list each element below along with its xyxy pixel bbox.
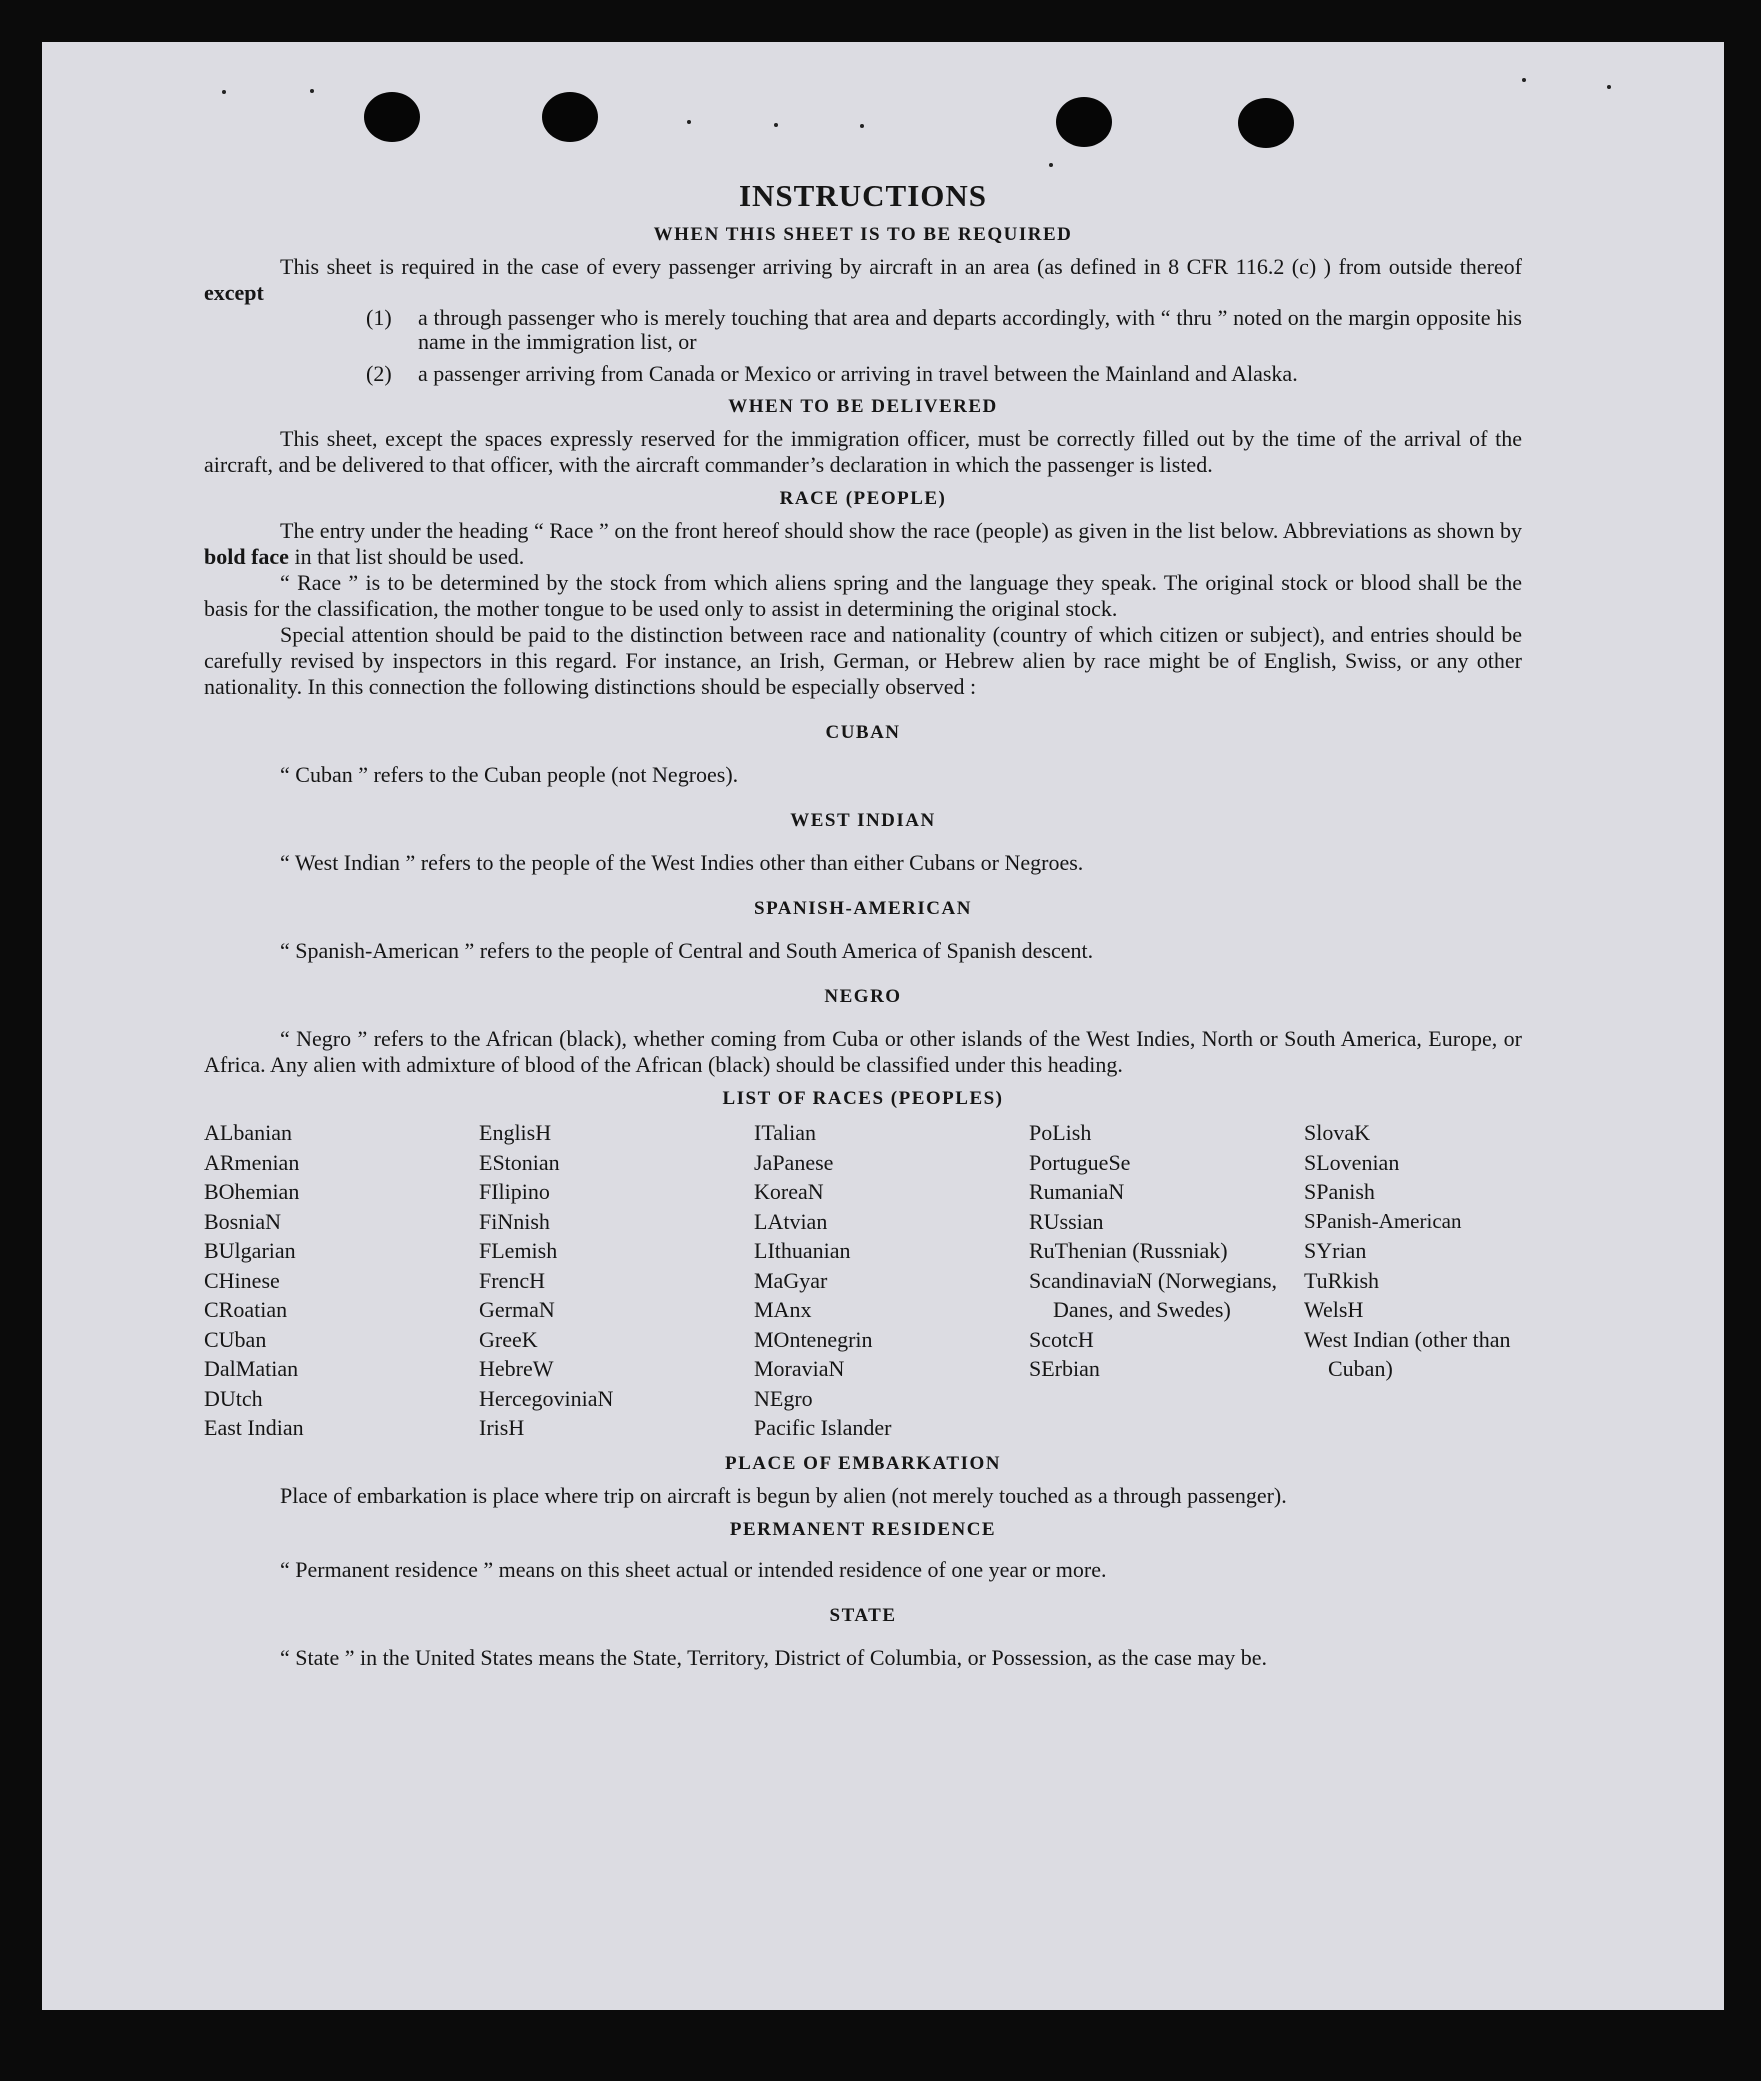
race-entry: KoreaN	[754, 1179, 824, 1204]
race-column	[1304, 1118, 1522, 1443]
race-entry: West Indian (other than Cuban)	[1304, 1326, 1511, 1381]
race-entry: ScotcH	[1029, 1326, 1094, 1352]
race-entry: BOhemian	[204, 1179, 300, 1204]
race-entry: DUtch	[204, 1385, 263, 1411]
race-entry: BosniaN	[204, 1208, 281, 1234]
race-entry: SlovaK	[1304, 1120, 1370, 1145]
section-heading-required: WHEN THIS SHEET IS TO BE REQUIRED	[653, 224, 1073, 245]
race-entry: GreeK	[479, 1326, 538, 1352]
race-entry: SErbian	[1029, 1356, 1100, 1381]
race-entry: WelsH	[1304, 1297, 1364, 1322]
race-entry: EnglisH	[479, 1120, 552, 1145]
race-entry: HebreW	[479, 1356, 554, 1381]
race-column	[479, 1118, 754, 1443]
race-entry: IrisH	[479, 1415, 525, 1440]
race-entry: East Indian	[204, 1415, 304, 1440]
race-entry: EStonian	[479, 1149, 560, 1175]
race-entry: RuThenian (Russniak)	[1029, 1238, 1228, 1263]
speck	[1607, 85, 1611, 89]
race-column	[754, 1118, 1029, 1443]
race-entry: JaPanese	[754, 1149, 834, 1175]
section-heading-state: STATE	[829, 1604, 897, 1626]
exception-item: (1) a through passenger who is merely touching that area and departs accordingly, with “ thru ” noted on the margin opposite his name in the immigration list, or	[366, 305, 1522, 354]
race-entry: PoLish	[1029, 1120, 1092, 1145]
race-entry: ScandinaviaN (Norwegians, Danes, and Swedes)	[1029, 1267, 1278, 1322]
race-list	[204, 1118, 1522, 1443]
negro-text: “ Negro ” refers to the African (black), whether coming from Cuba or other islands of the West Indies, North or South America, Europe, or Africa. Any alien with admixture of blood of the African (black) should be classified under this heading.	[204, 1026, 1522, 1077]
speck	[1049, 163, 1053, 167]
race-entry: Pacific Islander	[754, 1415, 892, 1440]
section-heading-embarkation: PLACE OF EMBARKATION	[725, 1452, 1001, 1474]
page-title: INSTRUCTIONS	[738, 178, 987, 213]
race-entry: SPanish	[1304, 1179, 1375, 1204]
race-paragraph-3: Special attention should be paid to the distinction between race and nationality (country of which citizen or subject), and entries should be carefully revised by inspectors in this regard. For instance, an Irish, German, or Hebrew alien by race might be of English, Swiss, or any other nationality. In this connection the following distinctions should be especially observed :	[204, 622, 1522, 699]
race-entry: LIthuanian	[754, 1238, 851, 1263]
race-entry: FrencH	[479, 1267, 545, 1293]
cuban-text: “ Cuban ” refers to the Cuban people (not Negroes).	[280, 762, 739, 787]
state-text: “ State ” in the United States means the State, Territory, District of Columbia, or Possession, as the case may be.	[280, 1644, 1268, 1670]
speck	[222, 90, 226, 94]
race-entry: PortugueSe	[1029, 1149, 1131, 1175]
race-entry: MaGyar	[754, 1267, 828, 1293]
section-heading-cuban: CUBAN	[825, 722, 901, 743]
race-entry: SPanish-American	[1304, 1208, 1462, 1233]
punch-hole	[1056, 97, 1112, 147]
race-entry: ITalian	[754, 1120, 816, 1145]
spanish-american-text: “ Spanish-American ” refers to the people of Central and South America of Spanish descent.	[280, 938, 1094, 963]
section-heading-race: RACE (PEOPLE)	[779, 488, 947, 509]
race-entry: FiNnish	[479, 1208, 550, 1234]
race-entry: LAtvian	[754, 1208, 828, 1234]
race-entry: TuRkish	[1304, 1267, 1380, 1293]
section-heading-delivered: WHEN TO BE DELIVERED	[728, 396, 998, 417]
punch-hole	[1238, 98, 1294, 148]
section-heading-residence: PERMANENT RESIDENCE	[729, 1518, 997, 1540]
section-heading-west-indian: WEST INDIAN	[790, 810, 936, 831]
delivered-text: This sheet, except the spaces expressly reserved for the immigration officer, must be correctly filled out by the time of the arrival of the aircraft, and be delivered to that officer, with the aircraft commander’s declaration in which the passenger is listed.	[204, 426, 1522, 477]
race-entry: MAnx	[754, 1297, 812, 1322]
race-column	[1029, 1118, 1304, 1443]
race-paragraph-2: “ Race ” is to be determined by the stock from which aliens spring and the language they speak. The original stock or blood shall be the basis for the classification, the mother tongue to be used only to assist in determining the original stock.	[204, 570, 1522, 621]
race-entry: GermaN	[479, 1297, 555, 1322]
race-entry: SYrian	[1304, 1238, 1367, 1263]
exception-item: (2) a passenger arriving from Canada or Mexico or arriving in travel between the Mainland and Alaska.	[366, 361, 1298, 386]
race-entry: CHinese	[204, 1267, 280, 1293]
speck	[687, 120, 691, 124]
punch-hole	[364, 92, 420, 142]
race-entry: FLemish	[479, 1238, 558, 1263]
section-heading-negro: NEGRO	[824, 986, 902, 1007]
race-paragraph-1: The entry under the heading “ Race ” on the front hereof should show the race (people) as given in the list below. Abbreviations as shown by bold face in that list should be used.	[204, 518, 1522, 569]
instructions-content	[204, 178, 1522, 1671]
race-entry: CRoatian	[204, 1297, 288, 1322]
race-entry: MOntenegrin	[754, 1326, 873, 1352]
race-entry: HercegoviniaN	[479, 1385, 614, 1411]
required-intro: This sheet is required in the case of every passenger arriving by aircraft in an area (as defined in 8 CFR 116.2 (c) ) from outside thereof except	[204, 254, 1522, 305]
punch-hole	[542, 92, 598, 142]
section-heading-list: LIST OF RACES (PEOPLES)	[722, 1088, 1004, 1109]
race-entry: RUssian	[1029, 1208, 1104, 1234]
speck	[310, 89, 314, 93]
west-indian-text: “ West Indian ” refers to the people of the West Indies other than either Cubans or Negroes.	[280, 850, 1084, 875]
race-entry: RumaniaN	[1029, 1179, 1125, 1204]
race-entry: SLovenian	[1304, 1149, 1400, 1175]
residence-text: “ Permanent residence ” means on this sheet actual or intended residence of one year or more.	[280, 1556, 1107, 1582]
race-column	[204, 1118, 479, 1443]
race-entry: CUban	[204, 1326, 267, 1352]
speck	[860, 124, 864, 128]
embarkation-text: Place of embarkation is place where trip on aircraft is begun by alien (not merely touched as a through passenger).	[280, 1482, 1287, 1508]
race-entry: FIlipino	[479, 1179, 550, 1204]
race-entry: NEgro	[754, 1385, 813, 1411]
speck	[1522, 78, 1526, 82]
race-entry: ARmenian	[204, 1149, 300, 1175]
speck	[774, 123, 778, 127]
race-entry: BUlgarian	[204, 1238, 296, 1263]
race-entry: DalMatian	[204, 1356, 299, 1381]
race-entry: ALbanian	[204, 1120, 292, 1145]
race-entry: MoraviaN	[754, 1356, 845, 1381]
section-heading-spanish-american: SPANISH-AMERICAN	[754, 898, 972, 919]
